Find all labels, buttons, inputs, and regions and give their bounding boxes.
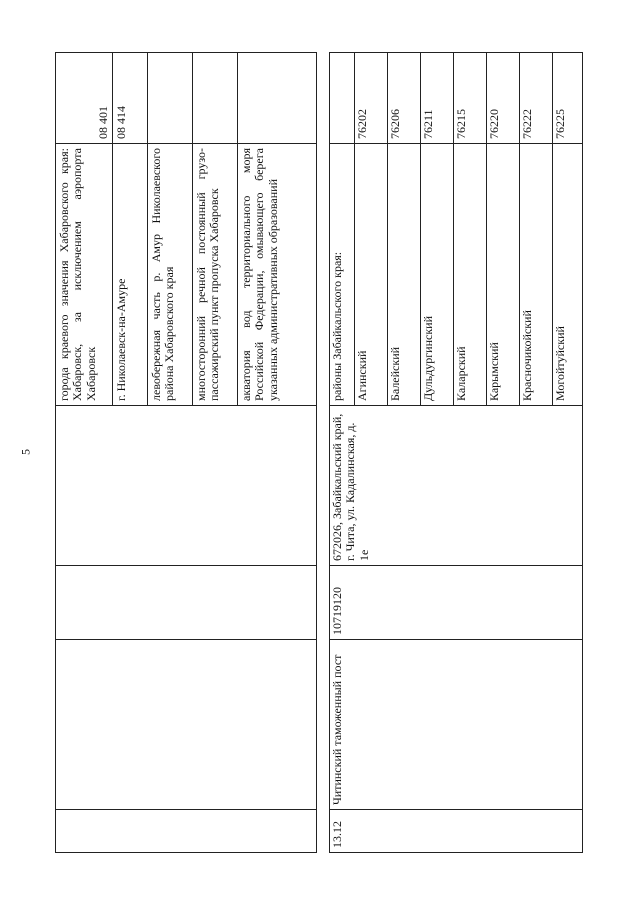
territory-cell: акватория вод территориального моря Российской Федерации, омывающего берега указанных административных образований [238, 144, 317, 406]
okato-cell [193, 53, 238, 144]
table-row [330, 53, 355, 853]
document-table-rotated [55, 53, 585, 853]
page-number: 5 [18, 449, 33, 455]
district-okato: 76225 [553, 53, 583, 144]
district-okato: 76222 [520, 53, 553, 144]
territory-cell: г. Николаевск-на-Амуре [113, 144, 148, 406]
territory-cell: города краевого значения Хабаровского края: Хабаровск, за исключением аэропорта Хабаровск [56, 144, 113, 406]
district-name: Каларский [454, 144, 487, 406]
district-name: Дульдургинский [421, 144, 454, 406]
post-address: 672026, Забайкальский край, г. Чита, ул. Кадалинская, д. 1е [330, 406, 583, 566]
okato-cell [238, 53, 317, 144]
okato-cell [148, 53, 193, 144]
region-header: районы Забайкальского края: [330, 144, 355, 406]
district-name: Карымский [487, 144, 520, 406]
okato-cell [330, 53, 355, 144]
district-okato: 76206 [388, 53, 421, 144]
district-name: Могойтуйский [553, 144, 583, 406]
district-okato: 76220 [487, 53, 520, 144]
district-okato: 76202 [355, 53, 388, 144]
address-cell [56, 406, 317, 566]
continuation-table [55, 52, 317, 853]
territory-cell: левобережная часть р. Амур Николаевского района Хабаровского края [148, 144, 193, 406]
district-name: Агинский [355, 144, 388, 406]
district-okato: 76211 [421, 53, 454, 144]
entry-number: 13.12 [330, 810, 583, 853]
customs-post-table [329, 52, 583, 853]
post-name-cell [56, 640, 317, 810]
district-name: Красночикойский [520, 144, 553, 406]
district-okato: 76215 [454, 53, 487, 144]
okato-cell: 08 414 [113, 53, 148, 144]
code-cell [56, 566, 317, 640]
district-name: Балейский [388, 144, 421, 406]
territory-cell: многосторонний речной постоянный грузо-пассажирский пункт пропуска Хабаровск [193, 144, 238, 406]
post-name: Читинский таможенный пост [330, 640, 583, 810]
number-cell [56, 810, 317, 853]
post-code: 10719120 [330, 566, 583, 640]
table-gap [317, 53, 329, 853]
okato-cell: 08 401 [56, 53, 113, 144]
table-row [56, 53, 113, 853]
